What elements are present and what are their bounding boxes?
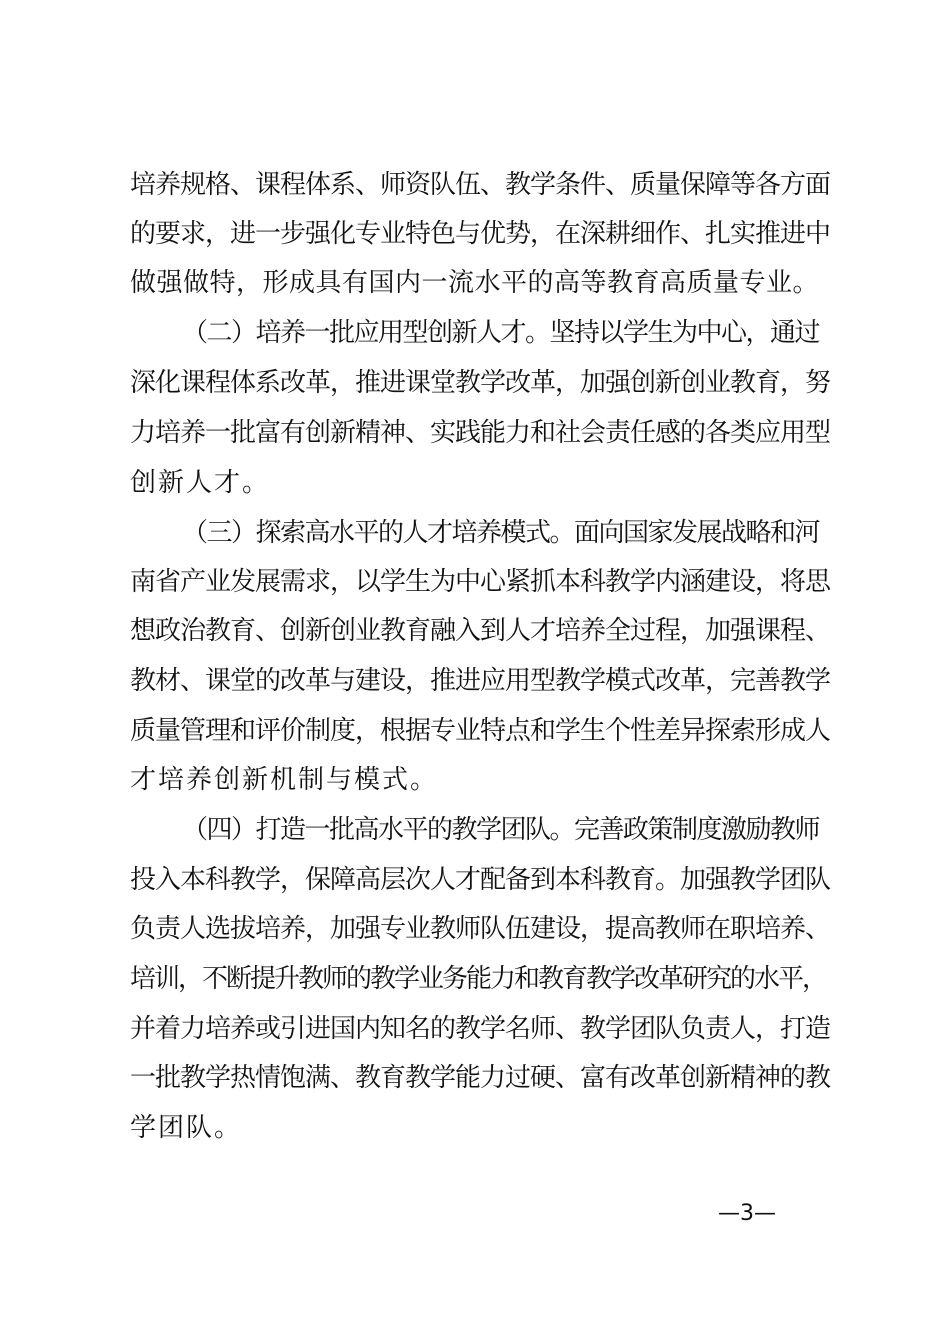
page-number: —3— (718, 1201, 776, 1226)
paragraph-4-line-1: （四）打造一批高水平的教学团队。完善政策制度激励教师 (182, 815, 820, 845)
paragraph-3-line-3: 想政治教育、创新创业教育融入到人才培养全过程，加强课程、 (130, 616, 831, 646)
paragraph-2-line-3: 力培养一批富有创新精神、实践能力和社会责任感的各类应用型 (130, 418, 831, 448)
paragraph-3-line-2: 南省产业发展需求，以学生为中心紧抓本科教学内涵建设，将思 (130, 567, 831, 597)
paragraph-2-line-4: 创新人才。 (130, 468, 271, 498)
paragraph-1-line-1: 培养规格、课程体系、师资队伍、教学条件、质量保障等各方面 (130, 170, 831, 200)
paragraph-2-line-2: 深化课程体系改革，推进课堂教学改革，加强创新创业教育，努 (130, 368, 831, 398)
paragraph-3-line-4: 教材、课堂的改革与建设，推进应用型教学模式改革，完善教学 (130, 666, 831, 696)
paragraph-3-line-5: 质量管理和评价制度，根据专业特点和学生个性差异探索形成人 (130, 716, 831, 746)
paragraph-2-line-1: （二）培养一批应用型创新人才。坚持以学生为中心，通过 (182, 318, 820, 348)
paragraph-4-line-3: 负责人选拔培养，加强专业教师队伍建设，提高教师在职培养、 (130, 914, 831, 944)
paragraph-1-line-3: 做强做特，形成具有国内一流水平的高等教育高质量专业。 (130, 268, 820, 298)
paragraph-4-line-7: 学团队。 (130, 1113, 243, 1143)
paragraph-4-line-6: 一批教学热情饱满、教育教学能力过硬、富有改革创新精神的教 (130, 1063, 831, 1093)
paragraph-4-line-4: 培训，不断提升教师的教学业务能力和教育教学改革研究的水平， (130, 964, 827, 994)
paragraph-1-line-2: 的要求，进一步强化专业特色与优势，在深耕细作、扎实推进中 (130, 219, 831, 249)
paragraph-3-line-1: （三）探索高水平的人才培养模式。面向国家发展战略和河 (182, 518, 820, 548)
paragraph-4-line-5: 并着力培养或引进国内知名的教学名师、教学团队负责人，打造 (130, 1014, 831, 1044)
paragraph-4-line-2: 投入本科教学，保障高层次人才配备到本科教育。加强教学团队 (130, 865, 831, 895)
paragraph-3-line-6: 才培养创新机制与模式。 (130, 765, 439, 795)
